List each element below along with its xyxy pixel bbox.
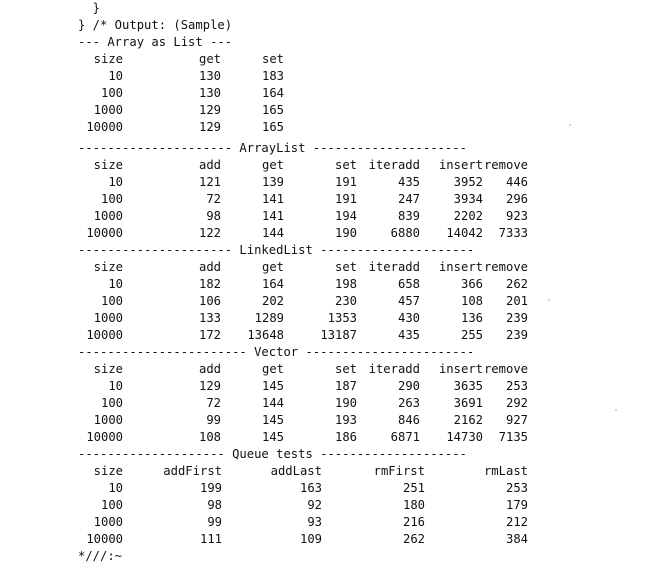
table-cell: 430 <box>397 311 420 325</box>
table-row <box>78 327 538 344</box>
table-cell: 100 <box>100 294 123 308</box>
table-cell: 164 <box>261 86 284 100</box>
table-cell: 201 <box>505 294 528 308</box>
table-cell: 2162 <box>453 413 483 427</box>
arraylist-header-row <box>78 157 538 174</box>
header-cell: iteradd <box>368 260 420 274</box>
table-cell: 384 <box>505 532 528 546</box>
table-cell: 111 <box>199 532 222 546</box>
table-cell: 1000 <box>93 413 123 427</box>
table-row <box>78 412 538 429</box>
table-cell: 172 <box>198 328 221 342</box>
table-cell: 253 <box>505 481 528 495</box>
table-cell: 253 <box>505 379 528 393</box>
header-cell: remove <box>483 260 528 274</box>
table-row <box>78 208 538 225</box>
table-cell: 202 <box>261 294 284 308</box>
header-cell: get <box>198 52 221 66</box>
table-cell: 1000 <box>93 209 123 223</box>
table-cell: 10000 <box>86 120 123 134</box>
table-cell: 10 <box>108 277 123 291</box>
table-cell: 100 <box>100 498 123 512</box>
table-cell: 191 <box>334 192 357 206</box>
table-cell: 145 <box>261 379 284 393</box>
table-cell: 199 <box>199 481 222 495</box>
table-cell: 13187 <box>320 328 357 342</box>
header-cell: size <box>93 158 123 172</box>
header-cell: size <box>93 362 123 376</box>
table-cell: 180 <box>402 498 425 512</box>
array-as-list-banner: --- Array as List --- <box>78 35 233 49</box>
header-cell: set <box>261 52 284 66</box>
table-cell: 183 <box>261 69 284 83</box>
header-cell: set <box>334 260 357 274</box>
table-cell: 212 <box>505 515 528 529</box>
table-cell: 292 <box>505 396 528 410</box>
table-cell: 130 <box>198 69 221 83</box>
table-cell: 3691 <box>453 396 483 410</box>
table-row <box>78 429 538 446</box>
table-cell: 255 <box>460 328 483 342</box>
header-cell: rmFirst <box>373 464 425 478</box>
table-row <box>78 378 538 395</box>
table-row <box>78 225 538 242</box>
header-cell: insert <box>438 260 483 274</box>
table-cell: 139 <box>261 175 284 189</box>
table-cell: 145 <box>261 413 284 427</box>
table-cell: 10 <box>108 379 123 393</box>
output-comment: } /* Output: (Sample) <box>78 18 233 32</box>
table-cell: 457 <box>397 294 420 308</box>
table-cell: 136 <box>460 311 483 325</box>
table-cell: 13648 <box>247 328 284 342</box>
header-cell: get <box>261 362 284 376</box>
header-cell: addLast <box>270 464 322 478</box>
table-cell: 108 <box>198 430 221 444</box>
table-cell: 14730 <box>446 430 483 444</box>
table-cell: 10000 <box>86 328 123 342</box>
vector-banner: ----------------------- Vector ----------------------- <box>78 345 475 359</box>
table-cell: 121 <box>198 175 221 189</box>
table-cell: 7135 <box>498 430 528 444</box>
table-cell: 10000 <box>86 226 123 240</box>
table-cell: 191 <box>334 175 357 189</box>
header-cell: remove <box>483 362 528 376</box>
header-cell: iteradd <box>368 158 420 172</box>
table-cell: 435 <box>397 328 420 342</box>
table-row <box>78 85 538 102</box>
table-cell: 10 <box>108 481 123 495</box>
table-row <box>78 395 538 412</box>
table-cell: 247 <box>397 192 420 206</box>
table-cell: 263 <box>397 396 420 410</box>
arraylist-banner: --------------------- ArrayList --------------------- <box>78 141 467 155</box>
table-cell: 165 <box>261 120 284 134</box>
table-cell: 99 <box>206 413 221 427</box>
table-cell: 100 <box>100 86 123 100</box>
header-cell: set <box>334 362 357 376</box>
table-cell: 10000 <box>86 532 123 546</box>
table-cell: 230 <box>334 294 357 308</box>
table-cell: 186 <box>334 430 357 444</box>
table-cell: 92 <box>307 498 322 512</box>
table-cell: 658 <box>397 277 420 291</box>
table-cell: 10 <box>108 175 123 189</box>
table-cell: 164 <box>261 277 284 291</box>
table-cell: 141 <box>261 209 284 223</box>
table-cell: 1000 <box>93 103 123 117</box>
table-cell: 190 <box>334 396 357 410</box>
table-cell: 98 <box>207 498 222 512</box>
table-cell: 1000 <box>93 515 123 529</box>
header-cell: add <box>198 362 221 376</box>
scan-speck <box>548 299 550 301</box>
table-cell: 98 <box>206 209 221 223</box>
table-cell: 239 <box>505 311 528 325</box>
table-cell: 129 <box>198 120 221 134</box>
header-cell: addFirst <box>163 464 222 478</box>
table-cell: 1000 <box>93 311 123 325</box>
table-cell: 7333 <box>498 226 528 240</box>
table-row <box>78 174 538 191</box>
table-cell: 923 <box>505 209 528 223</box>
table-cell: 179 <box>505 498 528 512</box>
table-cell: 194 <box>334 209 357 223</box>
header-cell: get <box>261 158 284 172</box>
table-cell: 3952 <box>453 175 483 189</box>
table-cell: 251 <box>402 481 425 495</box>
table-cell: 3934 <box>453 192 483 206</box>
table-cell: 100 <box>100 192 123 206</box>
table-cell: 165 <box>261 103 284 117</box>
table-cell: 182 <box>198 277 221 291</box>
table-cell: 1289 <box>254 311 284 325</box>
queue-tests-banner: -------------------- Queue tests -------------------- <box>78 447 467 461</box>
vector-header-row <box>78 361 538 378</box>
table-row <box>78 68 538 85</box>
header-cell: add <box>198 158 221 172</box>
queue-tests-header-row <box>78 463 538 480</box>
linkedlist-banner: --------------------- LinkedList --------------------- <box>78 243 475 257</box>
table-cell: 14042 <box>446 226 483 240</box>
header-cell: set <box>334 158 357 172</box>
header-cell: remove <box>483 158 528 172</box>
table-cell: 129 <box>198 103 221 117</box>
table-cell: 927 <box>505 413 528 427</box>
table-cell: 100 <box>100 396 123 410</box>
table-cell: 198 <box>334 277 357 291</box>
table-cell: 262 <box>402 532 425 546</box>
table-row <box>78 293 538 310</box>
table-cell: 144 <box>261 226 284 240</box>
header-cell: insert <box>438 362 483 376</box>
table-cell: 3635 <box>453 379 483 393</box>
table-row <box>78 497 538 514</box>
table-cell: 130 <box>198 86 221 100</box>
table-cell: 72 <box>206 396 221 410</box>
table-cell: 239 <box>505 328 528 342</box>
table-cell: 6871 <box>390 430 420 444</box>
header-cell: add <box>198 260 221 274</box>
table-row <box>78 531 538 548</box>
header-cell: size <box>93 52 123 66</box>
table-cell: 163 <box>299 481 322 495</box>
table-cell: 446 <box>505 175 528 189</box>
table-cell: 72 <box>206 192 221 206</box>
table-cell: 122 <box>198 226 221 240</box>
table-cell: 145 <box>261 430 284 444</box>
scan-speck <box>615 409 617 411</box>
table-row <box>78 191 538 208</box>
table-row <box>78 310 538 327</box>
table-cell: 106 <box>198 294 221 308</box>
table-cell: 216 <box>402 515 425 529</box>
linkedlist-header-row <box>78 259 538 276</box>
header-cell: size <box>93 464 123 478</box>
table-cell: 10000 <box>86 430 123 444</box>
header-cell: insert <box>438 158 483 172</box>
header-cell: iteradd <box>368 362 420 376</box>
table-cell: 144 <box>261 396 284 410</box>
header-cell: rmLast <box>483 464 528 478</box>
scan-speck <box>569 124 571 126</box>
table-cell: 839 <box>397 209 420 223</box>
header-cell: size <box>93 260 123 274</box>
table-cell: 1353 <box>327 311 357 325</box>
table-cell: 296 <box>505 192 528 206</box>
array-as-list-header-row <box>78 51 538 68</box>
table-cell: 93 <box>307 515 322 529</box>
table-cell: 435 <box>397 175 420 189</box>
table-row <box>78 480 538 497</box>
table-cell: 108 <box>460 294 483 308</box>
table-cell: 190 <box>334 226 357 240</box>
table-cell: 133 <box>198 311 221 325</box>
table-cell: 366 <box>460 277 483 291</box>
table-row <box>78 102 538 119</box>
table-cell: 262 <box>505 277 528 291</box>
table-cell: 6880 <box>390 226 420 240</box>
table-row <box>78 514 538 531</box>
table-cell: 141 <box>261 192 284 206</box>
table-row <box>78 276 538 293</box>
table-cell: 109 <box>299 532 322 546</box>
table-cell: 290 <box>397 379 420 393</box>
end-marker: *///:~ <box>78 549 123 563</box>
header-cell: get <box>261 260 284 274</box>
table-cell: 193 <box>334 413 357 427</box>
closing-brace: } <box>78 1 101 15</box>
table-cell: 846 <box>397 413 420 427</box>
table-row <box>78 119 538 136</box>
table-cell: 2202 <box>453 209 483 223</box>
table-cell: 10 <box>108 69 123 83</box>
table-cell: 99 <box>207 515 222 529</box>
table-cell: 187 <box>334 379 357 393</box>
table-cell: 129 <box>198 379 221 393</box>
